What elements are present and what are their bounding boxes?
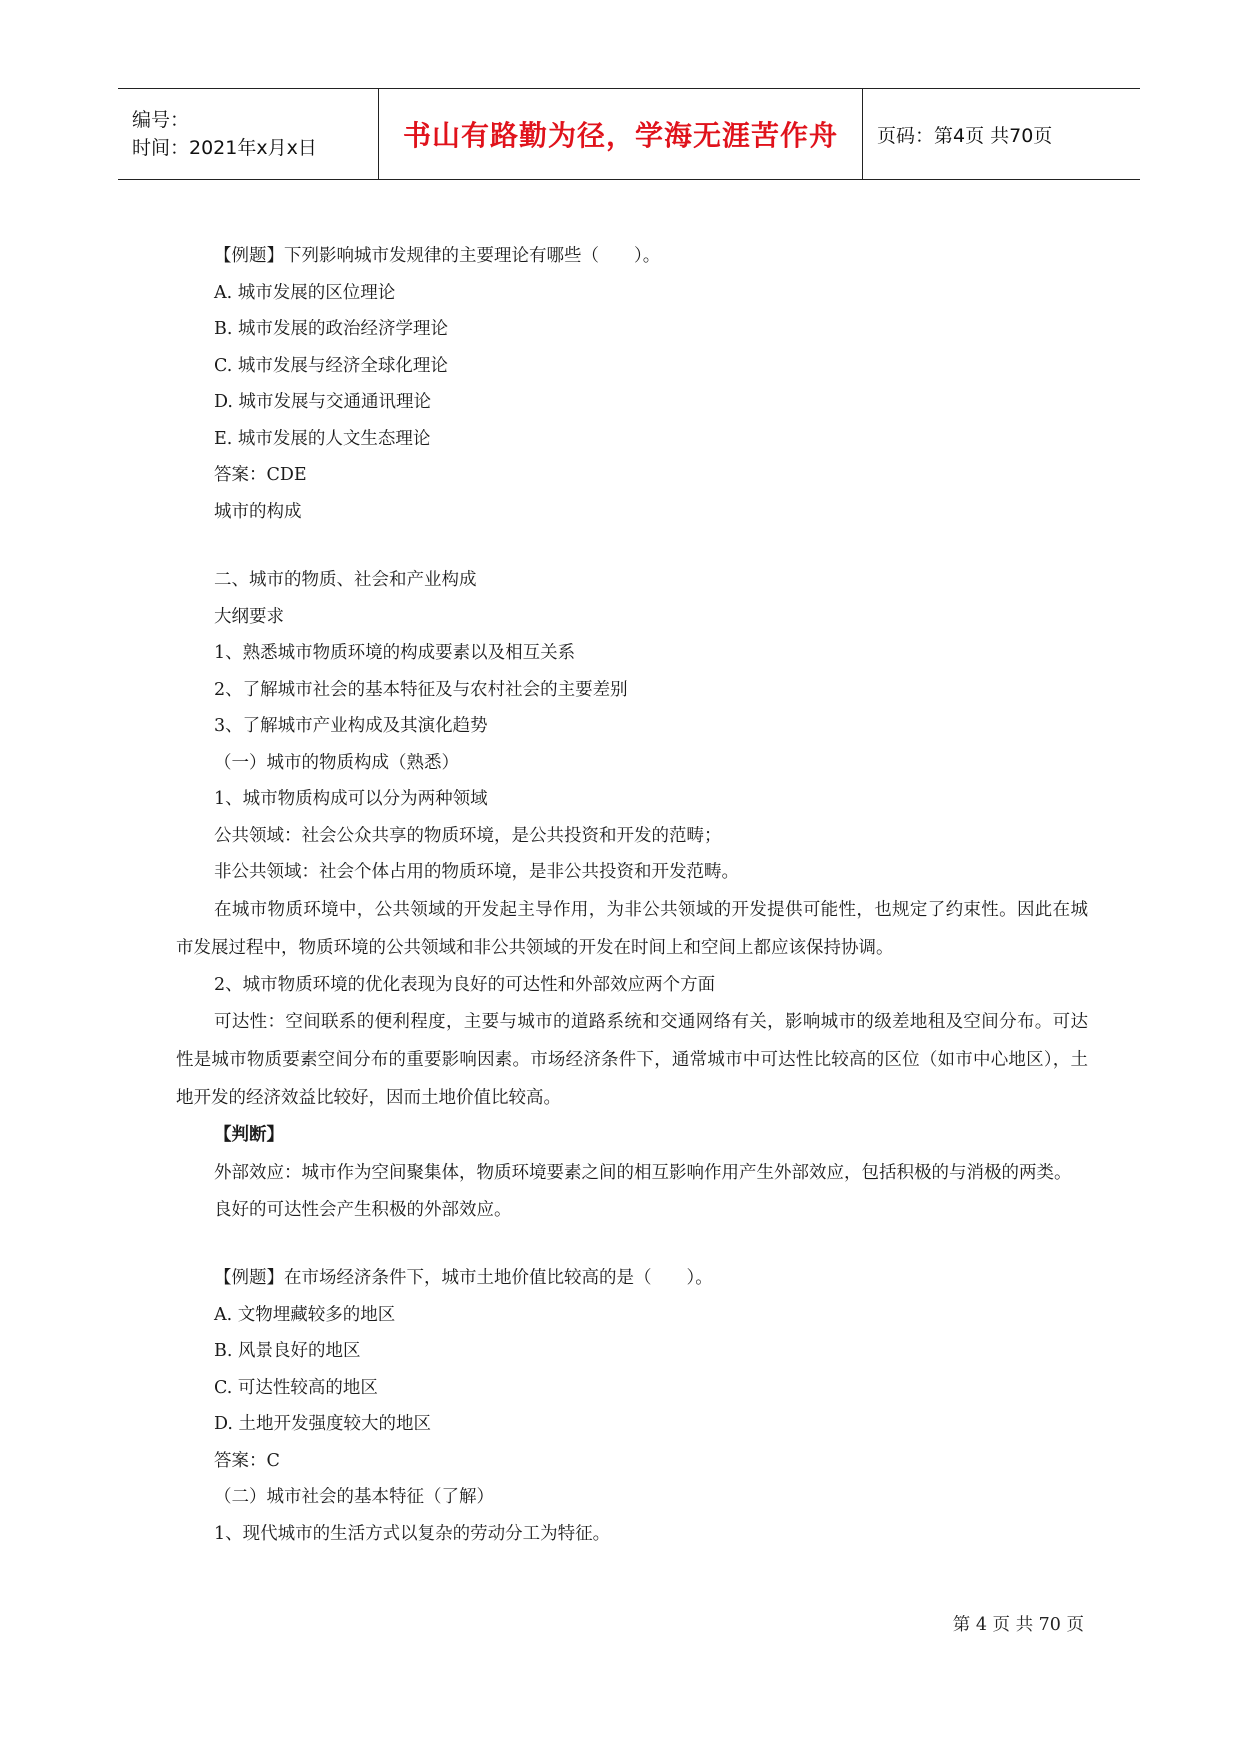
judge-label: 【判断】 [214,1125,284,1145]
paragraph-accessibility: 可达性：空间联系的便利程度，主要与城市的道路系统和交通网络有关，影响城市的级差地租及空间分布。可达性是城市物质要素空间分布的重要影响因素。市场经济条件下，通常城市中可达性比较高的区位（如市中心地区），土地开发的经济效益比较好，因而土地价值比较高。 [176,1012,1088,1108]
subsection-heading-1: （一）城市的物质构成（熟悉） [214,752,459,773]
q2-option-a: A. 文物埋藏较多的地区 [214,1304,396,1325]
q2-option-c: C. 可达性较高的地区 [214,1377,378,1398]
option-a: A. 城市发展的区位理论 [214,282,396,303]
header-meta [118,89,378,179]
option-b: B. 城市发展的政治经济学理论 [214,319,448,339]
outline-label: 大纲要求 [214,606,284,627]
paragraph-external-effect: 外部效应：城市作为空间聚集体，物质环境要素之间的相互影响作用产生外部效应，包括积极的与消极的两类。 [214,1162,1072,1183]
answer-2: 答案：C [214,1450,280,1471]
q2-option-d: D. 土地开发强度较大的地区 [214,1414,432,1434]
document-time-label: 时间：2021年x月x日 [132,137,317,159]
example-question-1: 【例题】下列影响城市发规律的主要理论有哪些（ ）。 [214,246,661,266]
social-point-1: 1、现代城市的生活方式以复杂的劳动分工为特征。 [214,1523,611,1544]
public-domain-definition: 公共领域：社会公众共享的物质环境，是公共投资和开发的范畴； [214,825,722,846]
header-page-label: 页码：第4页 共70页 [877,124,1053,147]
example-question-2: 【例题】在市场经济条件下，城市土地价值比较高的是（ ）。 [214,1268,713,1288]
page-header [118,88,1140,180]
option-e: E. 城市发展的人文生态理论 [214,428,431,449]
header-motto: 书山有路勤为径，学海无涯苦作舟 [402,119,838,152]
paragraph-positive-effect: 良好的可达性会产生积极的外部效应。 [214,1199,512,1220]
q2-option-b: B. 风景良好的地区 [214,1341,361,1361]
document-number-label: 编号： [132,109,190,131]
option-d: D. 城市发展与交通通讯理论 [214,392,432,412]
page-footer: 第 4 页 共 70 页 [952,1615,1084,1635]
subsection-heading-2: （二）城市社会的基本特征（了解） [214,1487,494,1507]
section-heading: 二、城市的物质、社会和产业构成 [214,570,477,590]
outline-item-2: 2、了解城市社会的基本特征及与农村社会的主要差别 [214,679,628,700]
document-body [176,238,1088,1552]
point-2: 2、城市物质环境的优化表现为良好的可达性和外部效应两个方面 [214,974,716,995]
option-c: C. 城市发展与经济全球化理论 [214,355,448,376]
answer-1: 答案：CDE [214,465,307,485]
point-1: 1、城市物质构成可以分为两种领域 [214,789,488,809]
header-page-cell [863,89,1052,179]
header-motto-cell [378,89,863,179]
nonpublic-domain-definition: 非公共领域：社会个体占用的物质环境，是非公共投资和开发范畴。 [214,862,739,882]
outline-item-1: 1、熟悉城市物质环境的构成要素以及相互关系 [214,643,576,663]
outline-item-3: 3、了解城市产业构成及其演化趋势 [214,716,488,736]
section-title: 城市的构成 [214,501,302,522]
paragraph-coordination: 在城市物质环境中，公共领域的开发起主导作用，为非公共领域的开发提供可能性，也规定了约束性。因此在城市发展过程中，物质环境的公共领域和非公共领域的开发在时间上和空间上都应该保持协调。 [176,899,1088,958]
